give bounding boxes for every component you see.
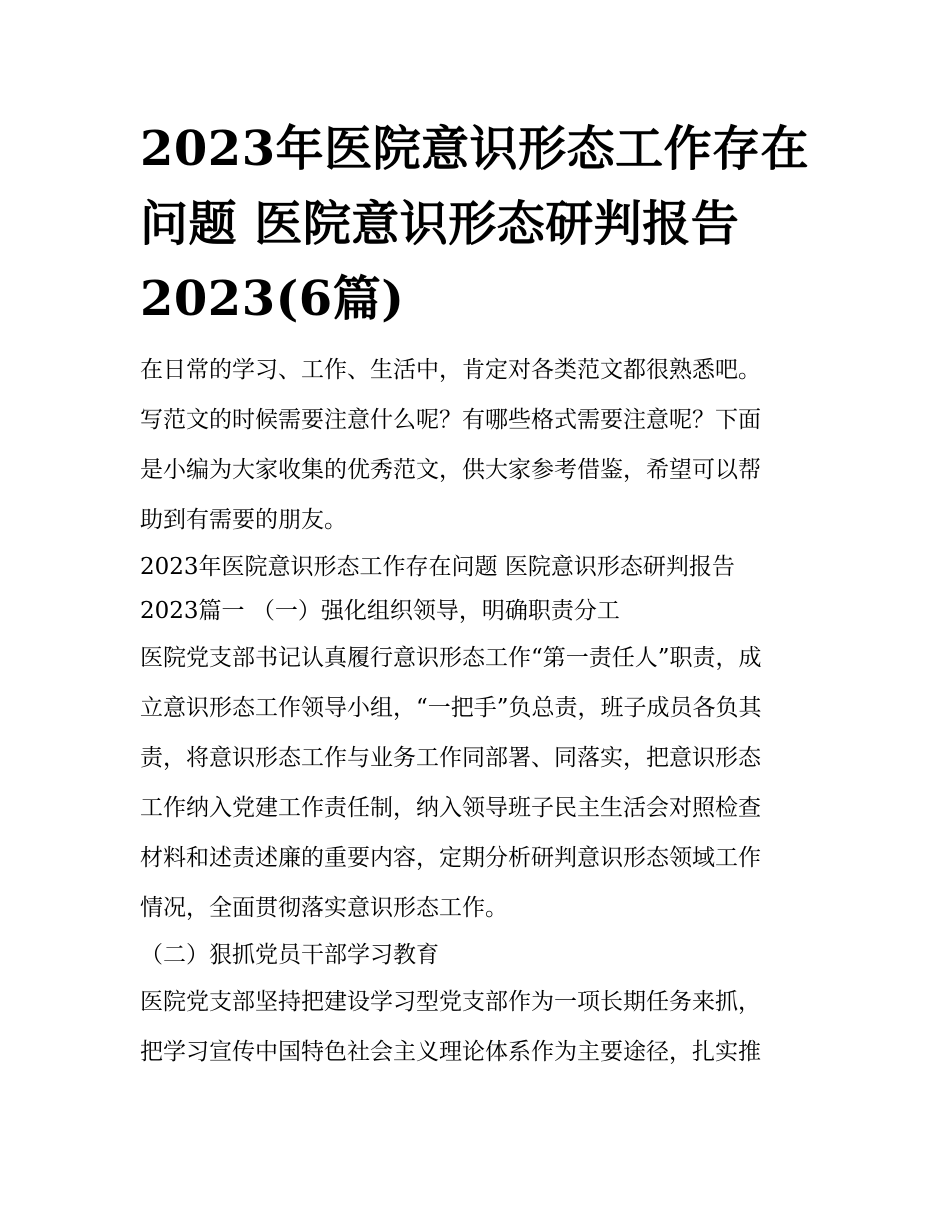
text-line: 医院党支部坚持把建设学习型党支部作为一项长期任务来抓， <box>140 989 761 1015</box>
intro-paragraph <box>140 345 818 545</box>
section-1-paragraph <box>140 633 818 933</box>
section-2-heading <box>140 933 818 977</box>
text-line: 2023篇一 （一）强化组织领导，明确职责分工 <box>140 598 620 624</box>
text-line: （二）狠抓党员干部学习教育 <box>140 942 439 968</box>
section-2-paragraph <box>140 977 818 1077</box>
text-line: 把学习宣传中国特色社会主义理论体系作为主要途径，扎实推 <box>140 1039 761 1065</box>
document-title <box>140 112 818 337</box>
title-line: 2023年医院意识形态工作存在 <box>140 121 810 177</box>
text-line: 在日常的学习、工作、生活中，肯定对各类范文都很熟悉吧。 <box>140 357 761 383</box>
subtitle-paragraph <box>140 545 818 633</box>
text-line: 责，将意识形态工作与业务工作同部署、同落实，把意识形态 <box>140 745 761 771</box>
document-body <box>140 345 818 1077</box>
text-line: 写范文的时候需要注意什么呢？有哪些格式需要注意呢？下面 <box>140 407 761 433</box>
text-line: 材料和述责述廉的重要内容，定期分析研判意识形态领域工作 <box>140 845 761 871</box>
text-line: 2023年医院意识形态工作存在问题 医院意识形态研判报告 <box>140 554 735 580</box>
text-line: 是小编为大家收集的优秀范文，供大家参考借鉴，希望可以帮 <box>140 457 761 483</box>
text-line: 立意识形态工作领导小组，“一把手”负总责，班子成员各负其 <box>140 695 762 721</box>
text-line: 助到有需要的朋友。 <box>140 507 347 533</box>
title-line: 问题 医院意识形态研判报告 <box>140 196 740 252</box>
title-line: 2023(6篇) <box>140 271 405 327</box>
text-line: 工作纳入党建工作责任制，纳入领导班子民主生活会对照检查 <box>140 795 761 821</box>
text-line: 医院党支部书记认真履行意识形态工作“第一责任人”职责，成 <box>140 645 762 671</box>
text-line: 情况，全面贯彻落实意识形态工作。 <box>140 895 508 921</box>
